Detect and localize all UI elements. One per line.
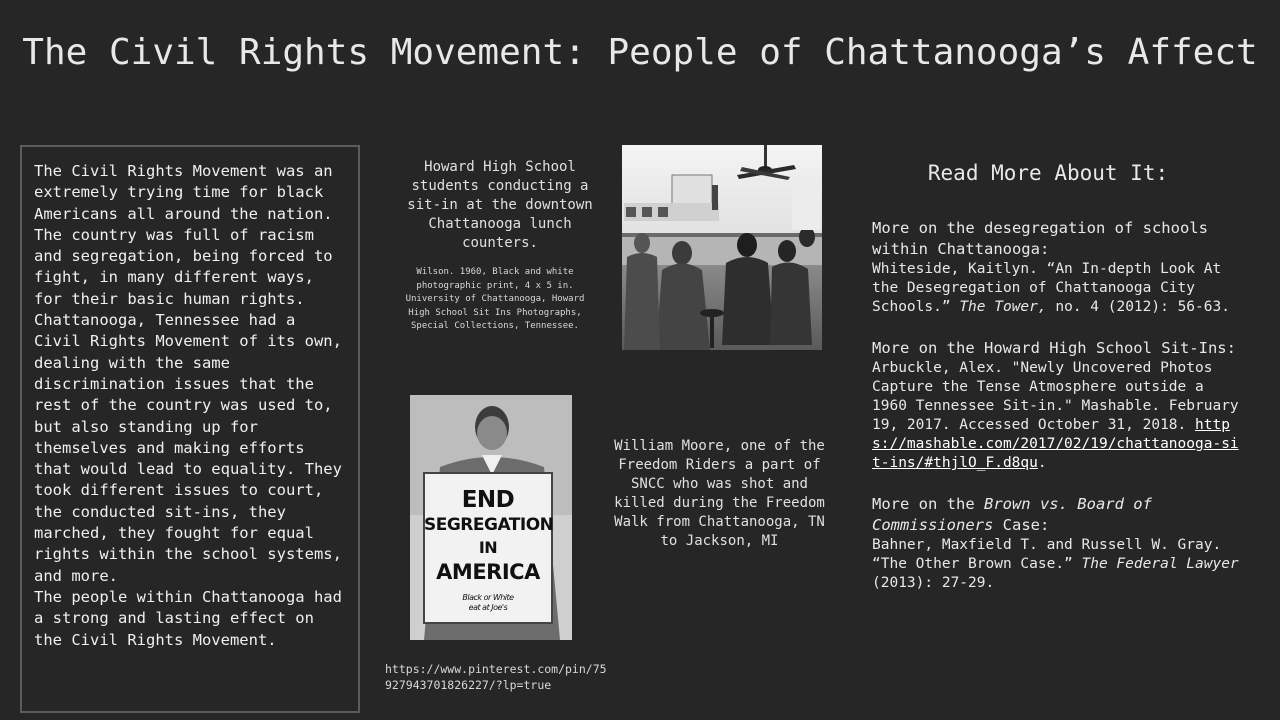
sitin-photo-image [622,145,822,350]
citation-text: (2013): 27-29. [872,575,995,591]
read-more-heading: Read More About It: [927,161,1169,185]
sitin-photo-credit: Wilson. 1960, Black and white photographic print, 4 x 5 in. University of Chattanooga, Howard High School Sit Ins Photographs, Special Collections, Tennessee. [405,267,585,331]
moore-caption: William Moore, one of the Freedom Riders a part of SNCC who was shot and killed during the Freedom Walk from Chattanooga, TN to Jackson, MI [614,438,825,549]
intro-paragraph-2: Chattanooga, Tennessee had a Civil Rights Movement of its own, dealing with the same discrimination issues that the rest of the country was used to, but also standing up for themselves and making efforts that would lead to equality. They took different issues to court, the conducted sit-ins, they marched, they fought for equal rights within the school systems, and more. [34,311,342,585]
reference-citation [872,359,1242,473]
sign-line-in: IN [478,538,498,557]
heading-text: More on the [872,495,984,513]
reference-heading [872,494,1242,536]
page-title: The Civil Rights Movement: People of Chattanooga’s Affect [22,32,1258,73]
reference-section-desegregation [872,218,1242,317]
sitin-caption: Howard High School students conducting a sit-in at the downtown Chattanooga lunch counters. [407,159,593,251]
reference-citation [872,536,1242,593]
intro-paragraph-1: The Civil Rights Movement was an extremely trying time for black Americans all around the nation. The country was full of racism and segregation, being forced to fight, in many different ways, for their basic human rights. [34,162,333,308]
citation-text: . [1037,455,1047,471]
sign-small-text: Black or White eat at Joe's [462,593,514,612]
sign-line-end: END [461,487,515,513]
citation-text: no. 4 (2012): 56-63. [1046,299,1230,315]
william-moore-photo [410,395,572,640]
citation-text: Bahner, Maxfield T. and Russell W. Gray. “The Other Brown Case.” [872,537,1222,572]
sitin-photo [622,145,822,350]
references-list [872,218,1242,614]
citation-journal: The Tower, [959,299,1047,315]
reference-heading: More on the Howard High School Sit-Ins: [872,339,1236,357]
sign-line-america: AMERICA [436,560,540,584]
citation-text: Whiteside, Kaitlyn. “An In-depth Look At the Desegregation of Chattanooga City Schools.” [872,261,1222,315]
intro-paragraph-3: The people within Chattanooga had a strong and lasting effect on the Civil Rights Movement. [34,587,342,649]
reference-section-brown-case [872,494,1242,593]
reference-heading: More on the desegregation of schools within Chattanooga: [872,219,1208,258]
moore-photo-url[interactable]: https://www.pinterest.com/pin/75927943701826227/?lp=true [385,662,607,692]
sign-line-segregation: SEGREGATION [424,515,554,535]
intro-text-box [20,145,360,713]
reference-section-sit-ins [872,338,1242,473]
heading-text: Case: [993,516,1050,534]
reference-citation [872,260,1242,317]
heading-case-name: Brown vs. Board of Commissioners [872,495,1152,534]
mashable-link[interactable]: https://mashable.com/2017/02/19/chattanooga-sit-ins/#thjlO_F.d8qu [872,417,1239,471]
citation-journal: The Federal Lawyer [1081,556,1239,572]
citation-text: Arbuckle, Alex. "Newly Uncovered Photos Capture the Tense Atmosphere outside a 1960 Tennessee Sit-in." Mashable. February 19, 2017. Accessed October 31, 2018. [872,360,1239,433]
